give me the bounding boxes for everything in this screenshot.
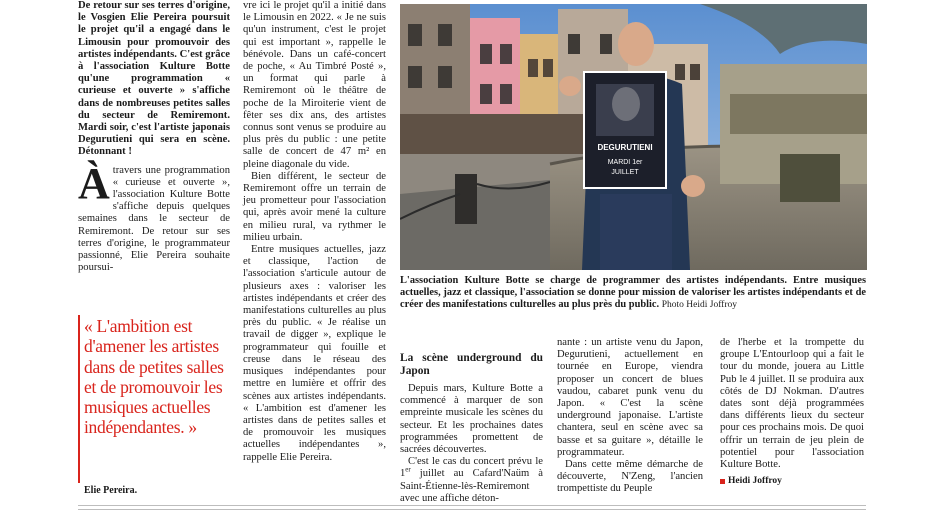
article-intro-text: travers une programmation « curieuse et ouverte », l'association Kulture Botte s'affiche depuis quelques semaines dans le secteur de Remiremont. De retour sur ses terres d'origine, le programmateur passionné, Elie Pereira souhaite poursui- — [78, 164, 230, 274]
article-column-2 — [243, 0, 386, 464]
article-column-4 — [557, 337, 703, 496]
pull-quote: « L'ambition est d'amener les artistes dans de petites salles et de promouvoir les musiques actuelles indépendantes. » — [84, 316, 224, 438]
ordinal-suffix: er — [405, 465, 411, 474]
author-signature — [720, 475, 864, 487]
article-paragraph: Entre musiques actuelles, jazz et classique, l'action de l'association s'articule autour de plusieurs axes : valoriser les artistes indépendants et créer des manifestations culturelles au plus près du public. « Je réalise un travail de digger », explique le programmateur qui fouille et creuse dans le réseau des musiques indépendantes pour mettre en lumière et offrir des scènes aux artistes indépendants. « L'ambition est d'amener les artistes dans de petites salles et de promouvoir les musiques actuelles indépendantes », rappelle Elie Pereira. — [243, 244, 386, 463]
article-photo — [400, 4, 867, 270]
article-text: juillet au Cafard'Naüm à Saint-Étienne-lès-Remiremont avec une affiche déton- — [400, 468, 543, 504]
page-bottom-rule — [78, 509, 866, 510]
article-column-3 — [400, 352, 543, 505]
article-subhead: La scène underground du Japon — [400, 352, 543, 377]
article-paragraph: Depuis mars, Kulture Botte a commencé à marquer de son empreinte musicale les scènes du secteur. Et les prochaines dates programmées promettent de sacrées découvertes. — [400, 383, 543, 456]
pull-quote-author: Elie Pereira. — [84, 485, 138, 496]
drop-cap: À — [78, 158, 110, 208]
article-paragraph: Dans cette même démarche de découverte, N'Zeng, l'ancien trompettiste du Peuple — [557, 459, 703, 495]
photo-caption-text: L'association Kulture Botte se charge de programmer des artistes indépendants. Entre musiques actuelles, jazz et classique, l'association se donne pour mission de valoriser les artistes indépendants et de créer des manifestations culturelles au plus près du public. — [400, 275, 866, 311]
article-paragraph: vre ici le projet qu'il a initié dans le Limousin en 2022. « Je ne suis qu'un instrument, c'est le projet qui est important », rappelle le bénévole. Dans un café-concert de poche, « Au Timbré Posté », un format qui parle à Remiremont où le théâtre de poche de la Miroiterie vient de fêter ses dix ans, des artistes connus sont venus se produire au plus près du public : une petite salle de concert de 47 m² en pleine diagonale du vide. — [243, 0, 386, 170]
article-column-1 — [78, 0, 230, 274]
poster-date-line2: JUILLET — [611, 169, 639, 176]
article-lead: De retour sur ses terres d'origine, le Vosgien Elie Pereira poursuit le projet qu'il a engagé dans le Limousin pour promouvoir des artistes indépendants. C'est grâce à l'association Kulture Botte qu'une programmation « curieuse et ouverte » s'affiche dans de nombreuses petites salles du secteur de Remiremont. Mardi soir, c'est l'artiste japonais Degurutieni qui sera en scène. Détonnant ! — [78, 0, 230, 158]
photo-caption — [400, 275, 866, 311]
signature-square-icon — [720, 479, 725, 484]
photo-credit: Photo Heidi Joffroy — [661, 300, 738, 311]
article-paragraph: nante : un artiste venu du Japon, Degurutieni, actuellement en tournée en Europe, viendra proposer un concert de blues vaudou, cabaret punk venu du Japon. « C'est la scène underground japonaise. L'artiste chantera, seul en scène avec sa basse et sa guitare », détaille le programmateur. — [557, 337, 703, 458]
article-paragraph: de l'herbe et la trompette du groupe L'Entourloop qui a fait le tour du monde, jouera au Little Pub le 4 juillet. Il se produira aux côtés de DJ Nokman. D'autres dates sont déjà programmées dans différents lieux du secteur pour ces prochains mois. De quoi offrir un terrain de jeu plein de potentiel pour l'association Kulture Botte. — [720, 337, 864, 471]
article-text: C'est le cas du concert prévu le 1 — [400, 456, 543, 480]
page-bottom-rule — [78, 505, 866, 506]
poster-date-line1: MARDI 1er — [607, 159, 643, 166]
article-paragraph: Bien différent, le secteur de Remiremont offre un terrain de jeu prometteur pour l'association qui, après avoir mené la culture en milieu rural, va rythmer le milieu urbain. — [243, 170, 386, 243]
photo-illustration — [400, 4, 867, 270]
article-intro-paragraph — [78, 158, 230, 275]
article-paragraph — [400, 456, 543, 505]
poster-artist-name: DEGURUTIENI — [597, 143, 653, 152]
article-column-5 — [720, 337, 864, 487]
author-name: Heidi Joffroy — [728, 476, 782, 487]
